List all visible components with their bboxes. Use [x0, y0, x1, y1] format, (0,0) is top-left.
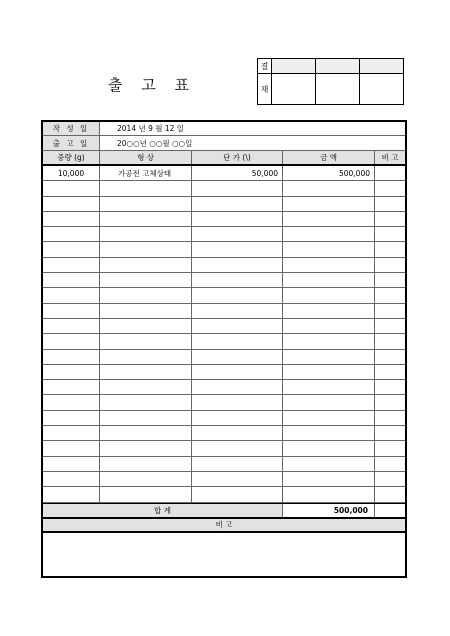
table-cell[interactable]: [43, 227, 100, 241]
table-cell[interactable]: [375, 426, 405, 440]
table-row: [43, 380, 405, 395]
table-row: [43, 395, 405, 410]
column-header: 형 상: [100, 151, 192, 164]
table-row: [43, 350, 405, 365]
table-cell[interactable]: [192, 380, 283, 394]
table-row: [43, 197, 405, 212]
approval-label-top: 결: [258, 59, 272, 74]
table-cell[interactable]: [192, 395, 283, 409]
table-cell[interactable]: [283, 197, 375, 211]
table-row: [43, 441, 405, 456]
table-cell[interactable]: [100, 273, 192, 287]
table-row: [43, 334, 405, 349]
table-cell[interactable]: [283, 426, 375, 440]
table-cell[interactable]: [283, 350, 375, 364]
table-cell[interactable]: [283, 288, 375, 302]
column-header: 금 액: [283, 151, 375, 164]
table-cell[interactable]: [375, 242, 405, 256]
table-cell[interactable]: [283, 273, 375, 287]
info-value[interactable]: 20○○년 ○○월 ○○일: [117, 138, 193, 148]
table-cell[interactable]: [283, 457, 375, 471]
approval-sign-2[interactable]: [316, 74, 360, 105]
table-cell[interactable]: [375, 487, 405, 501]
total-label: 합 계: [43, 504, 283, 517]
table-cell[interactable]: [43, 304, 100, 318]
table-cell[interactable]: [100, 411, 192, 425]
table-cell[interactable]: [283, 487, 375, 501]
table-cell[interactable]: [375, 304, 405, 318]
total-row: [43, 503, 405, 519]
table-cell[interactable]: [375, 411, 405, 425]
table-cell[interactable]: [100, 304, 192, 318]
table-cell[interactable]: [100, 334, 192, 348]
table-cell[interactable]: [43, 441, 100, 455]
info-label: 출 고 일: [43, 136, 100, 150]
table-cell[interactable]: 가공전 고체상태: [100, 166, 192, 180]
table-cell[interactable]: [283, 304, 375, 318]
table-cell[interactable]: [100, 365, 192, 379]
table-cell[interactable]: [192, 350, 283, 364]
column-header: 비 고: [381, 153, 399, 162]
table-cell[interactable]: [100, 472, 192, 486]
table-cell[interactable]: [43, 380, 100, 394]
table-cell[interactable]: [100, 350, 192, 364]
info-label: 작 성 일: [43, 122, 100, 135]
table-cell[interactable]: [100, 457, 192, 471]
info-row-date: [43, 122, 405, 136]
table-cell[interactable]: [375, 258, 405, 272]
table-cell[interactable]: [100, 426, 192, 440]
approval-head-3: [360, 59, 404, 74]
column-header: 단 가 (\): [192, 151, 283, 164]
table-cell[interactable]: [283, 411, 375, 425]
table-cell[interactable]: [100, 288, 192, 302]
table-row: [43, 212, 405, 227]
table-cell[interactable]: [375, 472, 405, 486]
table-cell[interactable]: [100, 227, 192, 241]
table-cell[interactable]: [283, 242, 375, 256]
table-row: [43, 181, 405, 196]
table-cell[interactable]: [192, 258, 283, 272]
table-cell[interactable]: [43, 273, 100, 287]
table-cell[interactable]: [283, 227, 375, 241]
table-row: [43, 472, 405, 487]
table-cell[interactable]: [192, 304, 283, 318]
table-row: [43, 242, 405, 257]
table-cell[interactable]: [100, 242, 192, 256]
total-remark[interactable]: [375, 504, 405, 517]
table-cell[interactable]: [375, 273, 405, 287]
table-cell[interactable]: [43, 334, 100, 348]
table-cell[interactable]: [43, 258, 100, 272]
table-cell[interactable]: [192, 212, 283, 226]
table-cell[interactable]: [192, 472, 283, 486]
approval-head-1: [272, 59, 316, 74]
table-row: [43, 411, 405, 426]
table-cell[interactable]: [43, 365, 100, 379]
table-cell[interactable]: [192, 457, 283, 471]
table-cell[interactable]: [43, 288, 100, 302]
table-row: [43, 273, 405, 288]
table-cell[interactable]: [192, 411, 283, 425]
table-cell[interactable]: [43, 212, 100, 226]
table-row: [43, 288, 405, 303]
table-cell[interactable]: [43, 411, 100, 425]
table-cell[interactable]: [43, 181, 100, 195]
table-body: [43, 166, 405, 503]
table-cell[interactable]: [375, 288, 405, 302]
table-cell[interactable]: [43, 350, 100, 364]
approval-box: [257, 58, 404, 105]
table-cell[interactable]: [283, 441, 375, 455]
table-row: [43, 487, 405, 502]
table-cell[interactable]: [43, 457, 100, 471]
remarks-label: 비 고: [215, 520, 233, 530]
table-cell[interactable]: [192, 181, 283, 195]
table-row: [43, 426, 405, 441]
table-cell[interactable]: [43, 426, 100, 440]
table-cell[interactable]: [283, 258, 375, 272]
table-cell[interactable]: [43, 197, 100, 211]
table-cell[interactable]: 500,000: [283, 166, 375, 180]
table-cell[interactable]: [283, 212, 375, 226]
table-row: [43, 457, 405, 472]
table-cell[interactable]: [192, 334, 283, 348]
remarks-area[interactable]: [43, 533, 405, 576]
table-cell[interactable]: [192, 487, 283, 501]
table-cell[interactable]: [100, 319, 192, 333]
table-row: [43, 304, 405, 319]
table-cell[interactable]: [100, 197, 192, 211]
table-cell[interactable]: [375, 350, 405, 364]
table-row: [43, 227, 405, 242]
table-cell[interactable]: [100, 258, 192, 272]
table-cell[interactable]: [375, 380, 405, 394]
table-cell[interactable]: [283, 472, 375, 486]
table-cell[interactable]: [100, 487, 192, 501]
table-cell[interactable]: [43, 487, 100, 501]
table-row: [43, 365, 405, 380]
table-cell[interactable]: [43, 472, 100, 486]
table-row: [43, 319, 405, 334]
table-cell[interactable]: [100, 380, 192, 394]
table-cell[interactable]: [43, 242, 100, 256]
table-cell[interactable]: [375, 395, 405, 409]
table-cell[interactable]: [283, 334, 375, 348]
table-cell[interactable]: 50,000: [192, 166, 283, 180]
table-cell[interactable]: [100, 212, 192, 226]
table-cell[interactable]: [43, 395, 100, 409]
table-cell[interactable]: [375, 181, 405, 195]
table-cell[interactable]: [192, 426, 283, 440]
table-cell[interactable]: [43, 319, 100, 333]
shipment-form: [41, 120, 407, 578]
approval-label-bottom: 재: [258, 74, 272, 105]
info-row-ship-date: [43, 136, 405, 151]
table-cell[interactable]: [283, 380, 375, 394]
total-value: 500,000: [283, 504, 375, 517]
table-cell[interactable]: [283, 181, 375, 195]
remarks-header: [43, 519, 405, 533]
table-cell[interactable]: [375, 227, 405, 241]
column-header: 중량 (g): [43, 151, 100, 164]
table-cell[interactable]: [192, 319, 283, 333]
table-cell[interactable]: [100, 441, 192, 455]
table-cell[interactable]: [192, 242, 283, 256]
table-cell[interactable]: [192, 288, 283, 302]
table-cell[interactable]: [375, 212, 405, 226]
table-cell[interactable]: [192, 365, 283, 379]
table-cell[interactable]: [192, 273, 283, 287]
approval-head-2: [316, 59, 360, 74]
table-cell[interactable]: [375, 334, 405, 348]
table-cell[interactable]: [375, 441, 405, 455]
table-cell[interactable]: [375, 365, 405, 379]
table-cell[interactable]: [100, 395, 192, 409]
table-cell[interactable]: [375, 319, 405, 333]
table-cell[interactable]: [375, 197, 405, 211]
table-row: [43, 166, 405, 181]
table-cell[interactable]: [375, 166, 405, 180]
approval-sign-3[interactable]: [360, 74, 404, 105]
table-row: [43, 258, 405, 273]
table-cell[interactable]: [192, 197, 283, 211]
table-cell[interactable]: [283, 395, 375, 409]
table-cell[interactable]: 10,000: [43, 166, 100, 180]
table-header: [43, 151, 405, 166]
table-cell[interactable]: [375, 457, 405, 471]
info-value[interactable]: 2014 년 9 월 12 일: [117, 124, 185, 133]
table-cell[interactable]: [192, 227, 283, 241]
table-cell[interactable]: [100, 181, 192, 195]
approval-sign-1[interactable]: [272, 74, 316, 105]
table-cell[interactable]: [283, 365, 375, 379]
page-title: 출 고 표: [108, 76, 192, 94]
table-cell[interactable]: [283, 319, 375, 333]
table-cell[interactable]: [192, 441, 283, 455]
